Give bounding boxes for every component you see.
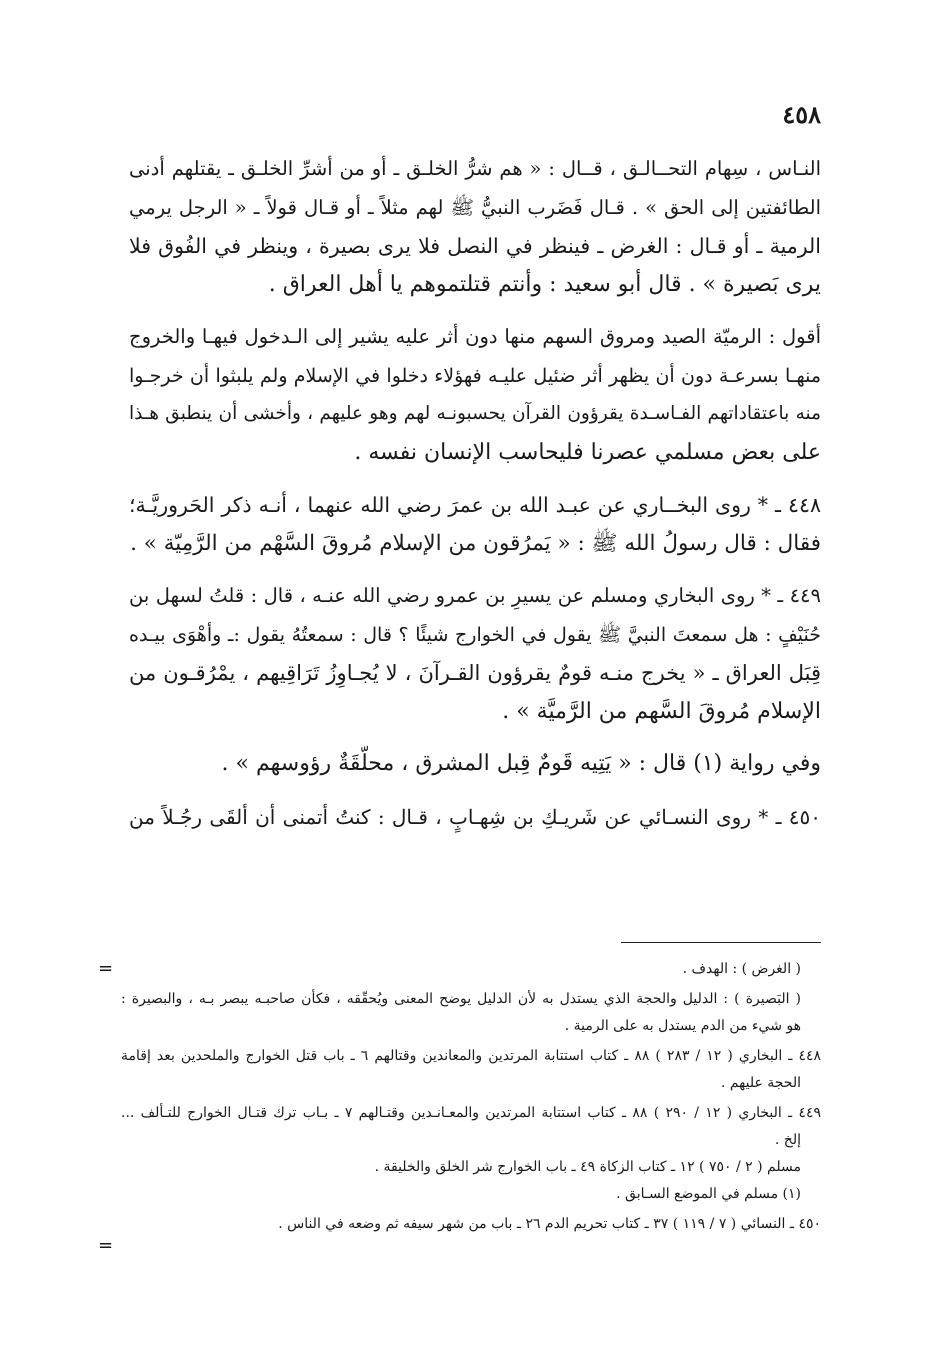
footnote-line: ٤٥٠ ـ النسائي ( ٧ / ١١٩ ) ٣٧ ـ كتاب تحريم الدم ٢٦ ـ باب من شهر سيفه ثم وضعه في الناس . xyxy=(278,1216,821,1232)
text-line: النـاس ، سِهام التحــالـق ، قــال : « هم شرُّ الخلـق ـ أو من أشرِّ الخلـق ـ يقتلهم أدنى xyxy=(129,157,821,180)
footnote-448 xyxy=(121,1043,821,1097)
text-line: الرمية ـ أو قـال : الغرض ـ فينظر في النصل فلا يرى بصيرة ، وينظر في الفُوق فلا xyxy=(129,234,821,258)
text-line: ٤٤٨ ـ * روى البخــاري عن عبـد الله بن عمرَ رضي الله عنهما ، أنـه ذكر الحَروريَّـة؛ xyxy=(129,493,821,517)
footnote-line: ٤٤٨ ـ البخاري ( ١٢ / ٢٨٣ ) ٨٨ ـ كتاب استتابة المرتدين والمعاندين وقتالهم ٦ ـ باب قتل الخوارج والملحدين بعد إقامة xyxy=(121,1048,822,1064)
footnote-line: هو شيء من الدم يستدل به على الرمية . xyxy=(564,1018,801,1034)
text-line: الإسلام مُروقَ السَّهم من الرَّميَّة » . xyxy=(502,698,821,724)
text-line: على بعض مسلمي عصرنا فليحاسب الإنسان نفسه . xyxy=(354,439,821,465)
text-line: منهـا بسرعـة دون أن يظهر أثر ضئيل عليـه فهؤلاء دخلوا في الإسلام ولم يلبثوا أن خرجـوا xyxy=(129,364,821,387)
paragraph-hadith-448 xyxy=(129,486,821,563)
footnote-divider xyxy=(621,942,821,943)
text-line: أقول : الرميّة الصيد ومروق السهم منها دون أثر عليه يشير إلى الـدخول فيهـا والخروج xyxy=(129,325,821,348)
text-line: ٤٥٠ ـ * روى النسـائي عن شَريـكِ بن شِهـابٍ ، قـال : كنتُ أتمنى أن ألقَى رجُـلاً من xyxy=(129,804,821,829)
footnote-basira xyxy=(121,986,821,1040)
paragraph-riwaya xyxy=(129,745,821,784)
page-number: ٤٥٨ xyxy=(782,100,821,129)
text-line: ٤٤٩ ـ * روى البخاري ومسلم عن يسيرِ بن عمرو رضي الله عنـه ، قال : قلتُ لسهل بن xyxy=(129,584,821,607)
text-line: فقال : قال رسولُ الله ﷺ : « يَمرُقون من الإسلام مُروقَ السَّهْم من الرَّمِيّة » . xyxy=(130,530,821,556)
text-line: منه باعتقاداتهم الفـاسـدة يقرؤون القرآن يحسبونـه لهم وهو عليهم ، وأخشى أن ينطبق هـذا xyxy=(129,403,821,424)
footnote-line: ( البَصيرة ) : الدليل والحجة الذي يستدل به لأن الدليل يوضح المعنى ويُحقّقه ، فكأن صاحبـه يبصر بـه ، والبصيرة : xyxy=(121,991,801,1007)
text-line: يرى بَصيرة » . قال أبو سعيد : وأنتم قتلتموهم يا أهل العراق . xyxy=(268,271,821,297)
text-line: قِبَل العراق ـ « يخرج منـه قومٌ يقرؤون القـرآنَ ، لا يُجـاوِزُ تَرَاقِيهم ، يمْرُقـون من xyxy=(129,661,821,685)
footnote-line: إلخ . xyxy=(774,1132,801,1148)
continuation-marker-top: = xyxy=(98,958,114,979)
text-line: الطائفتين إلى الحق » . قـال فَضَرب النبيُّ ﷺ لهم مثلاً ـ أو قـال قولاً ـ « الرجل يرمي xyxy=(129,195,821,219)
paragraph-hadith-continuation xyxy=(129,150,821,304)
footnote-line: ٤٤٩ ـ البخاري ( ١٢ / ٢٩٠ ) ٨٨ ـ كتاب استتابة المرتدين والمعـانـدين وقتـالهم ٧ ـ بـاب ترك قتـال الخوارج للتـألف ... xyxy=(121,1105,821,1121)
footnote-line: (١) مسلم في الموضع السـابق . xyxy=(616,1186,801,1202)
text-line: حُنَيْفٍ : هل سمعتَ النبيَّ ﷺ يقول في الخوارج شيئًا ؟ قال : سمعتُهُ يقول :ـ وأهْوَى بيـده xyxy=(129,623,821,646)
main-text xyxy=(129,150,821,850)
footnote-449 xyxy=(121,1100,821,1208)
footnotes xyxy=(121,956,821,1241)
footnote-line: مسلم ( ٢ / ٧٥٠ ) ١٢ ـ كتاب الزكاة ٤٩ ـ باب الخوارج شر الخلق والخليقة . xyxy=(374,1159,801,1175)
paragraph-hadith-450 xyxy=(129,798,821,837)
text-line: وفي رواية (١) قال : « يَتِيه قَومٌ قِبل المشرق ، محلّقَةٌ رؤوسهم » . xyxy=(221,751,821,776)
paragraph-hadith-449 xyxy=(129,577,821,731)
footnote-line: ( الغرض ) : الهدف . xyxy=(682,961,801,977)
footnote-450 xyxy=(121,1211,821,1238)
footnote-line: الحجة عليهم . xyxy=(720,1075,801,1091)
footnote-gharad xyxy=(121,956,821,983)
continuation-marker-bottom: = xyxy=(98,1235,114,1256)
paragraph-commentary xyxy=(129,318,821,472)
